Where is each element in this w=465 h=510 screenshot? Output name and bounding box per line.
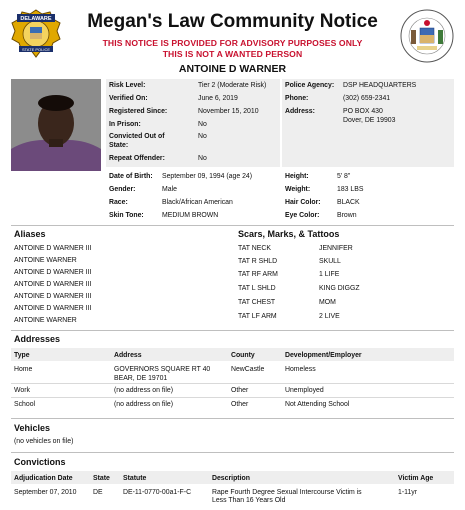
height-label: Height: [285,173,309,180]
conviction-date: September 07, 2010 [14,489,77,496]
skin-tone-label: Skin Tone: [109,212,144,219]
conviction-victim-age: 1-11yr [398,489,418,496]
eye-color-label: Eye Color: [285,212,320,219]
height-value: 5' 8" [337,173,351,180]
section-divider [11,452,454,453]
alias-item: ANTOINE WARNER [14,317,77,324]
svg-text:DELAWARE: DELAWARE [20,16,52,22]
alias-item: ANTOINE D WARNER III [14,281,92,288]
employer-header: Development/Employer [285,352,362,359]
convictions-heading: Convictions [14,457,66,467]
description-header: Description [212,475,250,482]
eye-color-value: Brown [337,212,357,219]
weight-label: Weight: [285,186,311,193]
gender-value: Male [162,186,177,193]
risk-level-value: Tier 2 (Moderate Risk) [198,82,267,89]
registered-since-value: November 15, 2010 [198,108,259,115]
marks-heading: Scars, Marks, & Tattoos [238,229,340,239]
statute-header: Statute [123,475,147,482]
mark-description: KING DIGGZ [319,285,360,292]
in-prison-value: No [198,121,207,128]
conviction-description-line1: Rape Fourth Degree Sexual Intercourse Victim is [212,489,362,496]
address-type: Work [14,387,30,394]
alias-item: ANTOINE D WARNER III [14,269,92,276]
not-wanted-warning: THIS IS NOT A WANTED PERSON [162,49,303,59]
address-type-header: Type [14,352,30,359]
mark-description: 1 LIFE [319,271,340,278]
alias-item: ANTOINE D WARNER III [14,245,92,252]
police-agency-label: Police Agency: [285,82,335,89]
mark-location: TAT NECK [238,245,271,252]
hair-color-label: Hair Color: [285,199,321,206]
section-divider [11,225,454,226]
mark-description: SKULL [319,258,341,265]
victim-age-header: Victim Age [398,475,434,482]
offender-photo [11,79,101,171]
in-prison-label: In Prison: [109,121,141,128]
adjudication-date-header: Adjudication Date [14,475,73,482]
address-employer: Homeless [285,366,316,373]
conviction-statute: DE-11-0770-00a1-F-C [123,489,192,496]
row-divider [11,397,454,398]
risk-level-label: Risk Level: [109,82,146,89]
address-employer: Unemployed [285,387,324,394]
mark-description: 2 LIVE [319,313,340,320]
mark-location: TAT RF ARM [238,271,278,278]
address-employer: Not Attending School [285,401,350,408]
weight-value: 183 LBS [337,186,364,193]
page-title: Megan's Law Community Notice [87,11,378,32]
address-line1: (no address on file) [114,387,173,394]
mark-location: TAT L SHLD [238,285,276,292]
police-agency-value: DSP HEADQUARTERS [343,82,417,89]
convicted-out-of-state-label: Convicted Out of State: [109,133,165,149]
county-header: County [231,352,255,359]
verified-on-label: Verified On: [109,95,148,102]
offender-name: ANTOINE D WARNER [178,63,287,75]
address-line1: GOVERNORS SQUARE RT 40 [114,366,211,373]
agency-address-line2: Dover, DE 19903 [343,117,396,124]
alias-item: ANTOINE D WARNER III [14,293,92,300]
addresses-heading: Addresses [14,334,61,344]
gender-label: Gender: [109,186,136,193]
mark-description: JENNIFER [319,245,353,252]
address-type: School [14,401,36,408]
registered-since-label: Registered Since: [109,108,168,115]
mark-location: TAT LF ARM [238,313,277,320]
mark-location: TAT CHEST [238,299,276,306]
dob-value: September 09, 1994 (age 24) [162,173,253,180]
race-label: Race: [109,199,128,206]
vehicles-empty-text: (no vehicles on file) [14,438,74,445]
section-divider [11,418,454,419]
vehicles-heading: Vehicles [14,423,51,433]
address-county: Other [231,387,249,394]
convicted-out-of-state-value: No [198,133,207,140]
address-county: Other [231,401,249,408]
agency-address-line1: PO BOX 430 [343,108,383,115]
repeat-offender-label: Repeat Offender: [109,155,165,162]
conviction-description-line2: Less Than 16 Years Old [212,497,286,504]
advisory-warning: THIS NOTICE IS PROVIDED FOR ADVISORY PURPOSES ONLY [102,38,363,48]
address-header: Address [114,352,142,359]
mark-location: TAT R SHLD [238,258,278,265]
phone-value: (302) 659-2341 [343,95,391,102]
phone-label: Phone: [285,95,309,102]
dob-label: Date of Birth: [109,173,153,180]
svg-text:STATE POLICE: STATE POLICE [21,47,51,52]
alias-item: ANTOINE WARNER [14,257,77,264]
address-line1: (no address on file) [114,401,173,408]
aliases-heading: Aliases [14,229,46,239]
alias-item: ANTOINE D WARNER III [14,305,92,312]
skin-tone-value: MEDIUM BROWN [162,212,219,219]
state-header: State [93,475,110,482]
hair-color-value: BLACK [337,199,360,206]
address-line2: BEAR, DE 19701 [114,375,168,382]
address-type: Home [14,366,33,373]
verified-on-value: June 6, 2019 [198,95,238,102]
agency-address-label: Address: [285,108,315,115]
mark-description: MOM [319,299,336,306]
conviction-state: DE [93,489,103,496]
section-divider [11,330,454,331]
repeat-offender-value: No [198,155,207,162]
race-value: Black/African American [162,199,233,206]
address-county: NewCastle [231,366,265,373]
row-divider [11,383,454,384]
